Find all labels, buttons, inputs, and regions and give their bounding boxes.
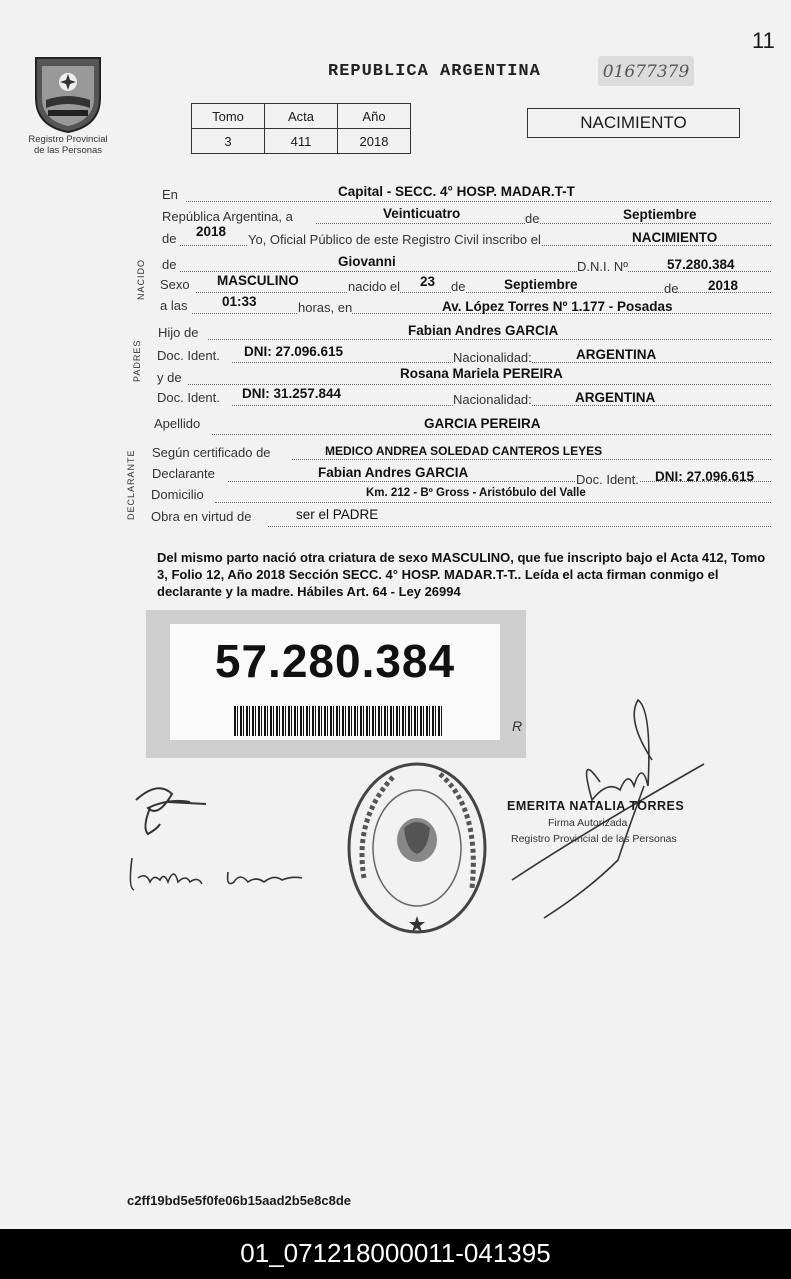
dni-sticker-number: 57.280.384: [214, 635, 456, 687]
dotted-line: [316, 223, 771, 224]
value-padre-nac: ARGENTINA: [576, 347, 657, 362]
label-de-name: de: [162, 257, 177, 272]
label-apellido: Apellido: [154, 416, 201, 431]
label-domicilio: Domicilio: [151, 487, 204, 502]
value-padre-doc: DNI: 27.096.615: [244, 344, 344, 359]
label-y-de: y de: [157, 370, 182, 385]
label-de3: de: [664, 281, 679, 296]
side-label-nacido: NACIDO: [136, 258, 146, 300]
value-anio-nac: 2018: [708, 278, 739, 293]
footer-barcode-text: 01_071218000011-041395: [0, 1229, 791, 1279]
value-dia-nac: 23: [420, 274, 436, 289]
registry-header-anio: Año: [338, 104, 411, 129]
dotted-line: [268, 526, 771, 527]
value-dia: Veinticuatro: [383, 206, 461, 221]
value-dni: 57.280.384: [667, 257, 735, 272]
serial-number: 01677379: [598, 56, 694, 86]
declarant-signature: [128, 778, 218, 840]
value-declarante-doc: DNI: 27.096.615: [655, 469, 755, 484]
value-padre: Fabian Andres GARCIA: [408, 323, 559, 338]
signatory-role: Firma Autorizada: [548, 817, 628, 829]
registry-value-anio: 2018: [338, 129, 411, 154]
value-mes: Septiembre: [623, 207, 697, 222]
dotted-line: [208, 339, 771, 340]
label-yo: Yo, Oficial Público de este Registro Civil inscribo el: [248, 232, 541, 247]
label-doc-ident-1: Doc. Ident.: [157, 348, 220, 363]
side-label-padres: PADRES: [132, 339, 142, 382]
dni-sticker: [146, 610, 526, 758]
dotted-line: [188, 384, 771, 385]
registry-table: [191, 103, 411, 154]
label-a-las: a las: [160, 298, 188, 313]
value-certificado: MEDICO ANDREA SOLEDAD CANTEROS LEYES: [325, 444, 603, 458]
logo-caption: Registro Provincial de las Personas: [28, 134, 108, 156]
label-doc-ident-3: Doc. Ident.: [576, 472, 639, 487]
registry-header-acta: Acta: [265, 104, 338, 129]
value-acto: NACIMIENTO: [632, 230, 718, 245]
dotted-line: [292, 459, 771, 460]
mother-signature: [124, 848, 314, 896]
dotted-line: [186, 201, 771, 202]
barcode: [234, 706, 442, 736]
signatory-name: EMERITA NATALIA TORRES: [507, 799, 685, 813]
label-nacido-el: nacido el: [348, 279, 401, 294]
value-sexo: MASCULINO: [217, 273, 299, 288]
side-label-declarante: DECLARANTE: [126, 449, 136, 520]
value-madre-doc: DNI: 31.257.844: [242, 386, 342, 401]
value-nombre: Giovanni: [338, 254, 396, 269]
label-sexo: Sexo: [160, 277, 190, 292]
record-kind: NACIMIENTO: [527, 108, 740, 138]
signatory-org: Registro Provincial de las Personas: [511, 833, 677, 845]
page-number: 11: [752, 28, 775, 53]
value-obra: ser el PADRE: [296, 507, 379, 522]
label-nacionalidad-2: Nacionalidad:: [453, 392, 532, 407]
dotted-line: [215, 502, 771, 503]
label-en: En: [162, 187, 178, 202]
dotted-line: [196, 292, 771, 293]
label-doc-ident-2: Doc. Ident.: [157, 390, 220, 405]
value-apellido: GARCIA PEREIRA: [424, 416, 541, 431]
label-obra: Obra en virtud de: [151, 509, 252, 524]
registry-header-tomo: Tomo: [192, 104, 265, 129]
province-shield-logo: [28, 48, 108, 134]
label-de-year: de: [162, 231, 177, 246]
label-horas: horas, en: [298, 300, 353, 315]
value-mes-nac: Septiembre: [504, 277, 578, 292]
dni-sticker-mark: R: [512, 718, 523, 734]
label-nacionalidad-1: Nacionalidad:: [453, 350, 532, 365]
label-republica: República Argentina, a: [162, 209, 293, 224]
registry-value-tomo: 3: [192, 129, 265, 154]
label-segun: Según certificado de: [152, 445, 271, 460]
value-domicilio: Km. 212 - Bº Gross - Aristóbulo del Valle: [366, 487, 586, 499]
document-hash: c2ff19bd5e5f0fe06b15aad2b5e8c8de: [127, 1193, 352, 1208]
label-de: de: [525, 211, 540, 226]
label-de2: de: [451, 279, 466, 294]
registry-value-acta: 411: [265, 129, 338, 154]
value-declarante: Fabian Andres GARCIA: [318, 465, 469, 480]
note-paragraph: Del mismo parto nació otra criatura de sexo MASCULINO, que fue inscripto bajo el Acta 412, Tomo 3, Folio 12, Año 2018 Sección SECC. 4° HOSP. MADAR.T-T.. Leída el acta firman conmigo el declarante y la madre. Hábiles Art. 64 - Ley 26994: [157, 550, 766, 599]
label-hijo-de: Hijo de: [158, 325, 199, 340]
label-dni: D.N.I. Nº: [577, 259, 628, 274]
value-lugar: Capital - SECC. 4° HOSP. MADAR.T-T: [338, 184, 575, 199]
document-title: REPUBLICA ARGENTINA: [328, 62, 541, 81]
value-direccion: Av. López Torres Nº 1.177 - Posadas: [442, 299, 673, 314]
value-madre-nac: ARGENTINA: [575, 390, 656, 405]
label-declarante: Declarante: [152, 466, 215, 481]
official-seal: [344, 758, 490, 938]
value-anio: 2018: [196, 224, 227, 239]
value-hora: 01:33: [222, 294, 257, 309]
value-madre: Rosana Mariela PEREIRA: [400, 366, 563, 381]
dotted-line: [212, 434, 771, 435]
